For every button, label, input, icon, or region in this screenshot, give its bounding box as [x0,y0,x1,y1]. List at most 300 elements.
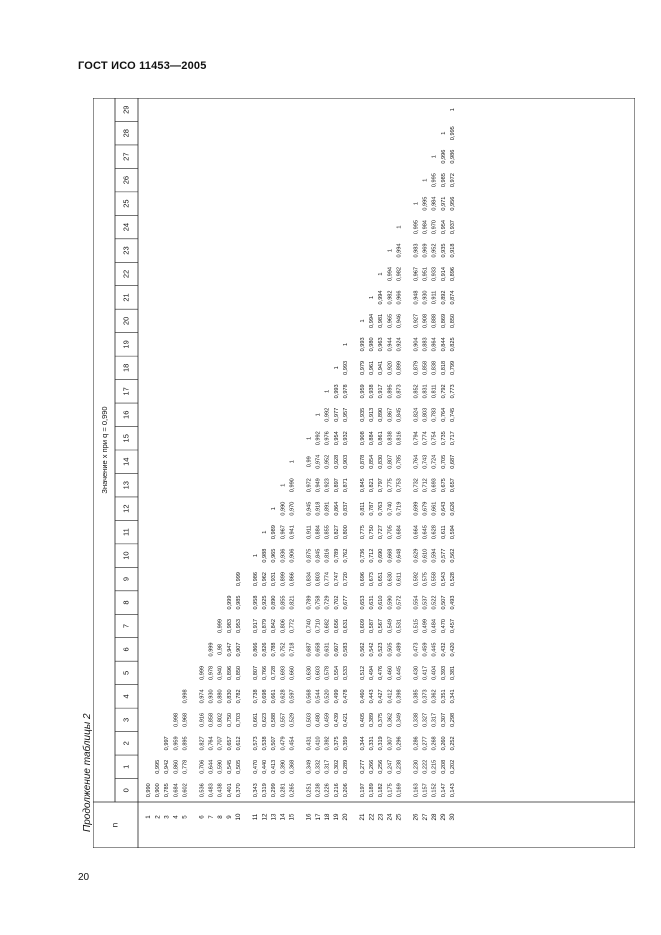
table-cell: 0,948 [413,290,420,305]
row-n: 20 [342,813,350,821]
table-cell: 0,523 [378,642,385,657]
table-cell: 0,661 [271,689,278,704]
column-header: 22 [121,269,131,279]
table-cell: 0,610 [378,595,385,610]
table-cell: 0,728 [271,665,278,680]
table-cell: 0,850 [235,665,242,680]
table-cell: 0,773 [449,384,456,399]
column-header: 4 [121,694,131,699]
table-cell: 0,499 [333,689,340,704]
column-header: 13 [121,481,131,490]
table-cell: 0,827 [333,525,340,540]
table-cell: 0,653 [360,595,367,610]
table-cell: 0,806 [280,619,287,633]
table-cell: 0,612 [235,736,242,751]
table-cell: 0,995 [431,173,438,188]
table-cell: 0,440 [262,759,269,774]
table-cell: 0,724 [431,454,438,469]
table-cell: 0,558 [431,572,438,587]
table-cell: 0,992 [315,431,322,446]
table-cell: 0,933 [431,267,438,281]
table-cell: 0,417 [422,665,429,680]
data-table [93,98,635,848]
table-cell: 0,838 [431,360,438,375]
table-cell: 0,459 [422,642,429,657]
row-n: 15 [288,813,296,821]
table-cell: 0,911 [306,525,313,539]
table-cell: 1 [431,155,438,159]
table-cell: 0,962 [262,572,269,587]
table-cell: 0,830 [226,689,233,704]
table-cell: 0,937 [449,220,456,235]
table-cell: 0,927 [413,313,420,328]
table-cell: 0,252 [449,736,456,751]
table-cell: 0,789 [306,595,313,610]
table-cell: 0,932 [342,431,349,446]
table-cell: 0,940 [217,665,224,680]
table-cell: 0,800 [342,525,349,540]
table-cell: 0,594 [449,525,456,540]
column-header: 10 [121,551,131,560]
table-cell: 0,507 [271,736,278,751]
table-cell: 0,169 [396,783,403,798]
table-cell: 0,968 [182,712,189,727]
table-cell: 0,331 [369,736,376,751]
table-cell: 0,630 [306,665,313,680]
table-cell: 0,974 [199,689,206,704]
table-cell: 0,590 [387,595,394,610]
table-cell: 0,999 [208,642,215,657]
table-cell: 0,531 [396,619,403,633]
table-cell: 0,98 [217,644,224,655]
row-n: 6 [198,815,206,819]
table-cell: 0,993 [333,384,340,399]
table-cell: 0,630 [387,572,394,587]
table-cell: 0,978 [208,665,215,680]
table-cell: 0,611 [396,572,403,586]
table-cell: 0,577 [440,548,447,563]
table-cell: 0,766 [262,665,269,680]
table-cell: 0,648 [396,548,403,563]
table-cell: 0,858 [208,712,215,727]
table-cell: 0,879 [413,360,420,375]
table-cell: 0,631 [324,642,331,657]
table-cell: 0,658 [315,642,322,657]
table-cell: 0,762 [342,548,349,563]
table-cell: 0,792 [440,384,447,399]
table-cell: 0,410 [315,736,322,751]
table-cell: 0,763 [378,501,385,516]
table-cell: 0,459 [324,712,331,727]
table-cell: 0,705 [387,525,394,540]
table-cell: 0,706 [199,759,206,774]
row-n: 30 [449,813,457,821]
table-cell: 0,738 [253,689,260,704]
column-header: 6 [121,647,131,652]
column-header: 0 [121,788,131,793]
table-cell: 0,959 [173,736,180,751]
table-cell: 0,588 [271,712,278,727]
table-cell: 0,966 [396,290,403,305]
table-cell: 0,687 [306,642,313,657]
table-cell: 0,959 [360,384,367,399]
table-cell: 0,979 [360,360,367,375]
table-cell: 0,993 [360,337,367,352]
table-cell: 0,895 [182,736,189,751]
table-cell: 0,473 [413,642,420,657]
table-cell: 0,787 [369,501,376,516]
table-cell: 0,628 [280,689,287,704]
table-cell: 0,668 [387,548,394,563]
table-cell: 0,908 [360,431,367,446]
row-n: 12 [261,813,269,821]
table-cell: 0,834 [306,572,313,587]
table-cell: 0,505 [235,759,242,774]
table-cell: 0,299 [271,783,278,798]
table-cell: 0,592 [413,572,420,587]
table-cell: 0,794 [413,431,420,446]
table-cell: 0,628 [431,525,438,540]
table-cell: 0,603 [315,665,322,680]
table-cell: 0,359 [342,736,349,751]
table-cell: 0,277 [360,759,367,774]
table-cell: 0,208 [440,759,447,774]
table-cell: 0,590 [217,759,224,774]
column-header: 28 [121,129,131,138]
table-cell: 0,892 [440,290,447,305]
table-cell: 0,528 [449,572,456,587]
table-cell: 0,206 [342,783,349,798]
table-cell: 0,735 [440,431,447,446]
table-cell: 0,869 [440,313,447,328]
table-cell: 0,478 [342,689,349,704]
table-cell: 0,484 [431,619,438,633]
table-cell: 0,971 [440,196,447,211]
row-n: 1 [145,815,153,819]
table-cell: 0,970 [431,220,438,235]
table-cell: 0,470 [440,619,447,633]
table-cell: 0,852 [413,384,420,399]
table-cell: 0,963 [378,337,385,352]
table-cell: 0,609 [360,619,367,633]
table-cell: 0,457 [449,619,456,633]
table-cell: 0,984 [422,220,429,235]
column-header: 7 [121,623,131,629]
table-cell: 0,175 [387,783,394,798]
table-cell: 0,343 [253,783,260,798]
table-cell: 0,389 [369,712,376,727]
table-cell: 0,281 [280,783,287,798]
table-cell: 0,623 [262,712,269,727]
table-cell: 0,995 [155,759,162,774]
table-cell: 0,818 [440,360,447,375]
table-cell: 0,536 [199,783,206,798]
table-cell: 0,503 [306,712,313,727]
table-cell: 0,657 [226,736,233,751]
table-cell: 0,266 [369,759,376,774]
table-cell: 0,944 [387,337,394,352]
table-cell: 1 [422,178,429,182]
row-n: 26 [412,813,420,821]
table-cell: 0,845 [315,548,322,563]
table-cell: 0,824 [413,407,420,422]
column-header: 20 [121,316,131,326]
table-cell: 1 [342,342,349,346]
table-cell: 0,931 [271,572,278,587]
table-cell: 0,884 [315,525,322,540]
table-cell: 0,703 [235,712,242,727]
table-cell: 0,850 [449,313,456,328]
table-cell: 1 [280,483,287,487]
table-cell: 0,413 [271,759,278,774]
table-cell: 0,573 [253,736,260,751]
table-cell: 0,992 [324,407,331,422]
table-cell: 0,875 [306,548,313,563]
table-cell: 0,958 [253,595,260,610]
row-n: 14 [279,813,287,821]
table-cell: 0,743 [422,454,429,469]
table-cell: 0,375 [333,736,340,751]
table-cell: 0,816 [396,431,403,446]
table-cell: 0,189 [369,783,376,798]
table-cell: 0,920 [387,360,394,375]
table-cell: 0,970 [289,501,296,516]
table-cell: 0,897 [333,478,340,493]
table-cell: 1 [262,530,269,534]
table-cell: 0,602 [182,783,189,798]
table-cell: 0,913 [369,407,376,422]
table-cell: 0,976 [324,431,331,446]
table-cell: 0,916 [199,712,206,727]
table-cell: 0,994 [396,243,403,258]
table-cell: 0,370 [235,783,242,798]
table-cell: 0,967 [413,267,420,281]
table-cell: 0,679 [422,501,429,516]
table-cell: 0,855 [324,525,331,540]
table-cell: 0,430 [413,665,420,680]
table-cell: 0,260 [440,736,447,751]
table-cell: 0,439 [333,712,340,727]
table-cell: 0,858 [422,360,429,375]
table-cell: 0,351 [440,689,447,704]
table-cell: 0,788 [271,642,278,657]
table-cell: 0,980 [369,337,376,352]
table-cell: 0,914 [440,267,447,281]
table-cell: 0,982 [396,267,403,281]
table-cell: 0,994 [387,267,394,281]
table-cell: 1 [387,248,394,253]
table-cell: 0,696 [360,572,367,587]
table-cell: 0,899 [280,572,287,587]
column-header: 17 [121,387,131,396]
table-cell: 0,712 [369,548,376,563]
table-cell: 0,977 [333,407,340,422]
table-cell: 0,842 [271,619,278,633]
table-cell: 0,432 [440,642,447,657]
table-cell: 0,319 [378,736,385,751]
table-cell: 0,390 [280,759,287,774]
table-cell: 0,572 [396,595,403,610]
table-cell: 0,924 [396,337,403,352]
table-cell: 0,597 [289,689,296,704]
table-cell: 0,946 [396,313,403,328]
table-cell: 0,626 [449,501,456,516]
table-cell: 0,549 [387,619,394,633]
table-cell: 0,754 [431,431,438,446]
table-cell: 0,693 [280,665,287,680]
table-cell: 0,867 [387,407,394,422]
table-cell: 0,907 [235,642,242,657]
table-cell: 0,918 [315,501,322,516]
row-n: 4 [172,815,180,819]
table-cell: 0,578 [324,665,331,680]
row-n: 9 [225,815,233,819]
table-cell: 0,317 [324,759,331,774]
table-cell: 0,983 [413,243,420,258]
table-cell: 0,984 [431,196,438,211]
table-cell: 1 [333,366,340,370]
table-cell: 0,837 [342,501,349,516]
table-cell: 0,821 [369,478,376,493]
table-cell: 0,327 [422,712,429,727]
table-cell: 0,587 [369,619,376,633]
table-cell: 0,803 [315,572,322,587]
table-cell: 0,998 [173,712,180,727]
n-header: n [110,822,120,828]
table-cell: 0,994 [369,313,376,328]
table-cell: 0,296 [396,736,403,751]
table-cell: 0,949 [315,478,322,493]
table-cell: 0,143 [449,783,456,798]
table-cell: 0,764 [208,736,215,751]
row-n: 23 [377,813,385,821]
table-cell: 0,544 [315,689,322,704]
table-cell: 0,538 [262,736,269,751]
table-cell: 0,989 [271,525,278,540]
column-header: 15 [121,434,131,443]
table-cell: 0,568 [306,689,313,704]
table-cell: 0,998 [182,689,189,704]
table-cell: 0,157 [422,783,429,798]
table-cell: 0,965 [387,313,394,328]
table-cell: 0,983 [226,619,233,633]
table-cell: 0,707 [217,736,224,751]
table-cell: 0,215 [431,759,438,774]
table-cell: 0,884 [369,431,376,446]
table-cell: 0,583 [342,642,349,657]
table-cell: 0,826 [262,642,269,657]
table-cell: 0,445 [431,642,438,657]
table-cell: 0,993 [342,360,349,375]
table-cell: 0,505 [387,642,394,657]
table-cell: 0,512 [360,665,367,680]
row-n: 7 [207,815,215,819]
column-header: 1 [121,764,131,769]
table-cell: 1 [306,436,313,440]
table-cell: 0,844 [440,337,447,352]
table-cell: 0,307 [387,736,394,751]
column-header: 14 [121,457,131,466]
table-cell: 0,202 [449,759,456,774]
table-cell: 0,750 [369,525,376,540]
column-header: 26 [121,175,131,185]
table-cell: 0,988 [262,548,269,563]
row-n: 16 [305,813,313,821]
column-header: 16 [121,410,131,419]
table-cell: 0,811 [431,384,438,399]
column-header: 3 [121,717,131,722]
table-cell: 0,900 [155,783,162,798]
table-cell: 0,880 [217,689,224,704]
table-cell: 0,994 [378,290,385,305]
table-cell: 0,740 [387,501,394,516]
table-cell: 0,238 [396,759,403,774]
table-cell: 0,750 [226,712,233,727]
table-caption: Продолжение таблицы 2 [82,713,93,832]
row-n: 22 [368,813,376,821]
table-cell: 0,719 [396,501,403,516]
column-header: 25 [121,199,131,208]
row-n: 17 [314,813,322,821]
table-cell: 0,986 [449,149,456,164]
table-cell: 0,631 [369,595,376,610]
table-cell: 0,483 [208,783,215,798]
table-cell: 0,972 [306,478,313,493]
row-n: 25 [395,813,403,821]
table-cell: 1 [360,319,367,323]
table-cell: 0,710 [315,619,322,633]
super-header: Значение x при q = 0,990 [99,406,109,494]
table-cell: 0,368 [289,759,296,774]
table-cell: 0,789 [333,548,340,563]
table-cell: 0,575 [422,572,429,587]
table-cell: 0,182 [378,783,385,798]
table-cell: 0,896 [449,267,456,281]
table-cell: 0,941 [289,525,296,540]
table-cell: 0,438 [217,783,224,798]
table-cell: 0,562 [449,548,456,563]
table-cell: 0,990 [146,783,153,798]
table-cell: 0,684 [396,525,403,540]
table-cell: 0,349 [306,759,313,774]
table-cell: 0,845 [360,478,367,493]
table-cell: 0,874 [449,290,456,305]
table-cell: 1 [324,389,331,393]
table-cell: 0,362 [431,689,438,704]
table-cell: 0,529 [289,712,296,727]
table-cell: 0,957 [342,407,349,422]
table-cell: 0,864 [431,337,438,352]
column-header: 23 [121,246,131,255]
table-cell: 0,965 [271,548,278,563]
table-cell: 0,807 [253,665,260,680]
table-cell: 0,811 [360,501,367,516]
table-cell: 0,969 [422,243,429,258]
table-cell: 0,879 [262,619,269,633]
table-cell: 0,557 [280,712,287,727]
table-cell: 0,460 [387,665,394,680]
column-header: 21 [121,293,131,302]
table-cell: 0,404 [431,665,438,680]
row-n: 24 [386,813,394,821]
row-n: 8 [216,815,224,819]
table-cell: 0,999 [199,665,206,680]
table-cell: 1 [289,460,296,464]
row-n: 2 [154,815,162,819]
table-cell: 0,226 [324,783,331,798]
table-cell: 0,251 [306,783,313,798]
table-cell: 0,952 [431,243,438,258]
